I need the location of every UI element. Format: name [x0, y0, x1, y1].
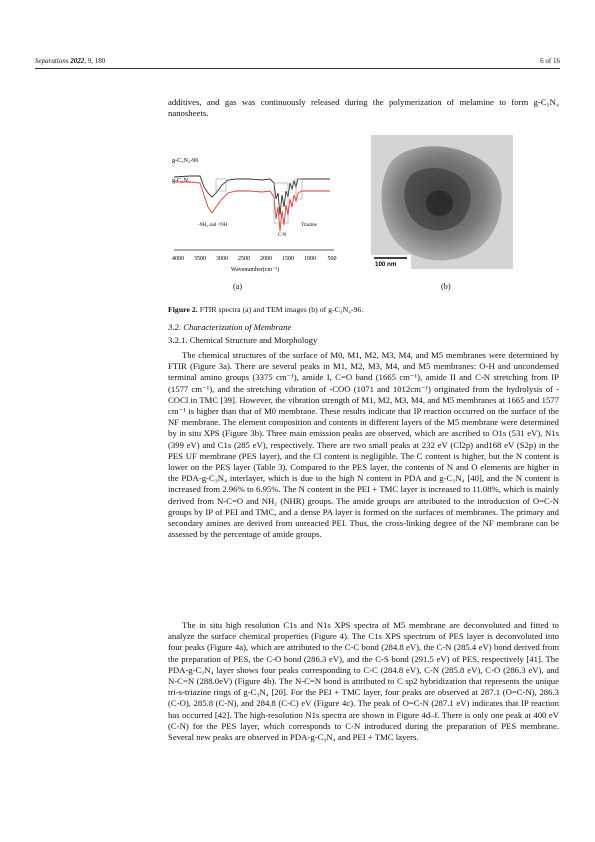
journal-volume: 9 — [87, 57, 92, 65]
tem-micrograph — [371, 135, 513, 269]
subsection-heading: 3.2.1. Chemical Structure and Morphology — [168, 335, 318, 345]
figure-caption — [168, 305, 363, 314]
x-tick: 2500 — [238, 256, 250, 262]
series-label-gc3n4-96: g-C₃N₄-96 — [172, 157, 199, 164]
section-heading: 3.2. Characterization of Membrane — [168, 322, 292, 332]
ftir-figure — [170, 135, 340, 285]
figure-caption-label: Figure 2. — [168, 305, 198, 314]
x-axis-label: Wavenumber(cm⁻¹) — [230, 267, 280, 273]
header-rule — [35, 68, 560, 69]
intro-paragraph: additives, and gas was continuously released during the polymerization of melamine to form g-C₃N₄ nanosheets. — [168, 97, 559, 119]
tem-core — [426, 191, 453, 217]
x-tick: 3500 — [194, 256, 206, 262]
body-paragraph-3: The in situ high resolution C1s and N1s XPS spectra of M5 membrane are deconvoluted and fitted to analyze the surface chemical properties (Figure 4). The C1s XPS spectrum of PES layer is deconvoluted into four peaks (Figure 4a), which are attributed to the C-C bond (284.8 eV), the C-N (285.4 eV) bond derived from the preparation of PES, the C-O bond (286.3 eV), and the C-S bond (291.5 eV) of PES, respectively [41]. The PDA-g-C₃N₄ layer shows four peaks corresponding to C-C (284.8 eV), C-N (285.8 eV), C-O (286.3 eV), and N-C=N (288.0eV) (Figure 4b). The N-C=N bond is attributed to C sp2 hybridization that represents the unique tri-s-triazine rings of g-C₃N₄ [20]. For the PEI + TMC layer, four peaks are observed at 287.1 (O=C-N), 286.3 (C-O), 285.8 (C-N), and 284.8 (C-C) eV (Figure 4c). The peak of O=C-N (287.1 eV) indicates that IP reaction has occurred [42]. The high-resolution N1s spectra are shown in Figure 4d–f. There is only one peak at 400 eV (C-N) for the PES layer, which corresponds to C-N introduced during the preparation of PES membrane. Several new peaks are observed in PDA-g-C₃N₄ and PEI + TMC layers. — [168, 620, 559, 743]
body-paragraph-2: The chemical structures of the surface of M0, M1, M2, M3, M4, and M5 membranes were determined by FTIR (Figure 3a). There are several peaks in M1, M2, M3, M4, and M5 membranes: O-H and uncondensed terminal amino groups (3375 cm⁻¹), amide I, C=O band (1665 cm⁻¹), amide II and C-N stretching from IP (1577 cm⁻¹), and the stretching vibration of -COO (1071 and 1012cm⁻¹) originated from the hydrolysis of -COCl in TMC [39]. However, the vibration strength of M1, M2, M3, M4, and M5 membranes at 1665 and 1577 cm⁻¹ is higher than that of M0 membrane. These results indicate that IP reaction occurred on the surface of the NF membrane. The element composition and contents in different layers of the M5 membrane were determined by in situ XPS (Figure 3b). Three main emission peaks are observed, which are ascribed to O1s (531 eV), N1s (399 eV) and C1s (285 eV), respectively. There are two small peaks at 232 eV (Cl2p) and168 eV (S2p) in the PES UF membrane (PES layer), and the Cl content is negligible. The C content is higher, but the N content is lower on the PES layer (Table 3). Compared to the PES layer, the contents of N and O elements are higher in the PDA-g-C₃N₄ interlayer, which is due to the high N content in PDA and g-C₃N₄ [40], and the N content is increased from 2.96% to 6.95%. The N content in the PEI + TMC layer is increased to 11.08%, which is mainly derived from N-C=O and NH₂ (NHR) groups. The amide groups are attributed to the introduction of O=C-N groups by IP of PEI and TMC, and a dense PA layer is formed on the surfaces of membranes. The primary and secondary amines are derived from unreacted PEI. Thus, the cross-linking degree of the NF membrane can be assessed by the percentage of amide groups. — [168, 350, 559, 540]
x-tick: 3000 — [216, 256, 228, 262]
scale-bar-label: 100 nm — [375, 261, 397, 268]
highlight-box-nh — [216, 179, 226, 191]
x-tick: 1000 — [304, 256, 316, 262]
figure-caption-text: FTIR spectra (a) and TEM images (b) of g-C₃N₄-96. — [199, 305, 364, 314]
x-tick: 1500 — [282, 256, 294, 262]
tem-image — [371, 135, 513, 269]
journal-year: 2022 — [70, 57, 85, 65]
ftir-curve-dark — [174, 176, 330, 215]
annotation-triazine: Triazine — [301, 223, 317, 228]
subfigure-label-a: (a) — [233, 282, 243, 291]
x-tick: 4000 — [172, 256, 184, 262]
page-number: 6 of 16 — [540, 57, 560, 65]
journal-name: Separations — [35, 57, 69, 65]
ftir-plot — [170, 135, 340, 285]
x-tick: 500 — [327, 256, 337, 262]
running-header: Separations 2022, 9, 180 — [35, 57, 106, 65]
subfigure-label-b: (b) — [441, 282, 451, 291]
annotation-cn: C-N — [278, 233, 287, 238]
annotation-nh: -NH₂ and =NH — [198, 223, 228, 228]
article-number: 180 — [94, 57, 106, 65]
x-tick: 2000 — [260, 256, 272, 262]
series-label-gc3n4: g-C₃N₄ — [172, 177, 191, 184]
